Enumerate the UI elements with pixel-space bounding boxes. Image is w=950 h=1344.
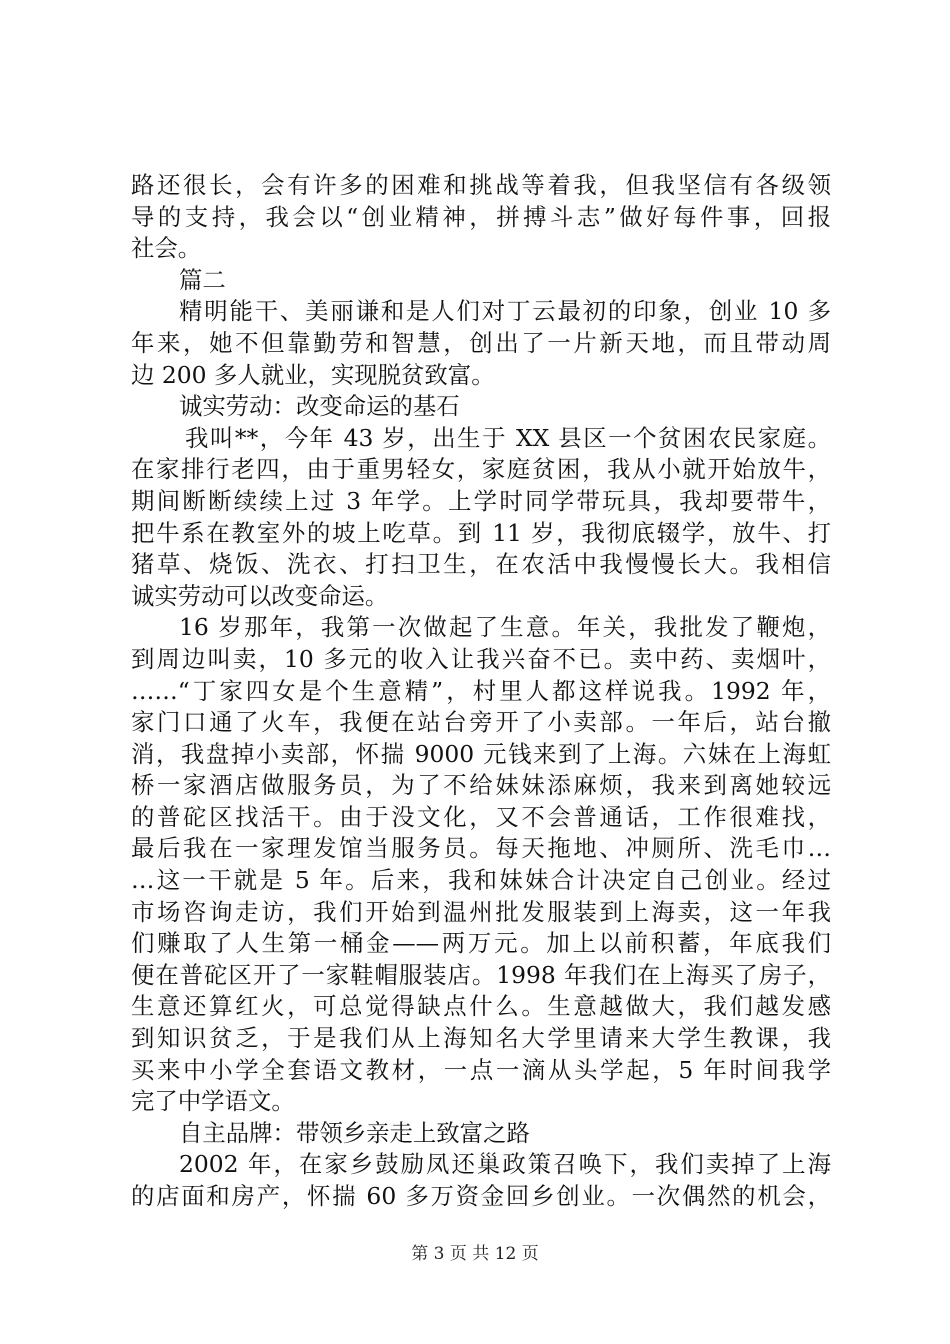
text-line: 家门口通了火车，我便在站台旁开了小卖部。一年后，站台撤 xyxy=(131,708,831,737)
text-line: 消，我盘掉小卖部，怀揣 9000 元钱来到了上海。六妹在上海虹 xyxy=(131,739,831,768)
text-line: 2002 年，在家乡鼓励凤还巢政策召唤下，我们卖掉了上海 xyxy=(179,1150,831,1179)
subsection-heading: 诚实劳动：改变命运的基石 xyxy=(179,392,460,421)
text-line: ……“丁家四女是个生意精”，村里人都这样说我。1992 年， xyxy=(131,676,831,705)
text-line: 社会。 xyxy=(131,234,202,263)
text-line: 买来中小学全套语文教材，一点一滴从头学起，5 年时间我学 xyxy=(131,1055,831,1084)
text-line: 期间断断续续上过 3 年学。上学时同学带玩具，我却要带牛， xyxy=(131,486,831,515)
text-line: 在家排行老四，由于重男轻女，家庭贫困，我从小就开始放牛， xyxy=(131,455,831,484)
document-body xyxy=(131,170,831,1213)
text-line: 完了中学语文。 xyxy=(131,1087,295,1116)
text-line: 16 岁那年，我第一次做起了生意。年关，我批发了鞭炮， xyxy=(179,613,831,642)
text-line: 诚实劳动可以改变命运。 xyxy=(131,581,389,610)
subsection-heading: 自主品牌：带领乡亲走上致富之路 xyxy=(179,1118,530,1147)
text-line: 们赚取了人生第一桶金——两万元。加上以前积蓄，年底我们 xyxy=(131,929,831,958)
page-number-footer: 第 3 页 共 12 页 xyxy=(411,1244,539,1264)
text-line: 我叫**，今年 43 岁，出生于 XX 县区一个贫困农民家庭。 xyxy=(185,423,831,452)
text-line: 把牛系在教室外的坡上吃草。到 11 岁，我彻底辍学，放牛、打 xyxy=(131,518,831,547)
text-line: 到周边叫卖，10 多元的收入让我兴奋不已。卖中药、卖烟叶， xyxy=(131,644,831,673)
text-line: 导的支持，我会以“创业精神，拼搏斗志”做好每件事，回报 xyxy=(131,202,831,231)
text-line: 便在普砣区开了一家鞋帽服装店。1998 年我们在上海买了房子， xyxy=(131,960,831,989)
text-line: 精明能干、美丽谦和是人们对丁云最初的印象，创业 10 多 xyxy=(179,297,831,326)
text-line: 猪草、烧饭、洗衣、打扫卫生，在农活中我慢慢长大。我相信 xyxy=(131,550,831,579)
text-line: …这一干就是 5 年。后来，我和妹妹合计决定自己创业。经过 xyxy=(131,866,831,895)
text-line: 市场咨询走访，我们开始到温州批发服装到上海卖，这一年我 xyxy=(131,897,831,926)
text-line: 年来，她不但靠勤劳和智慧，创出了一片新天地，而且带动周 xyxy=(131,328,831,357)
text-line: 路还很长，会有许多的困难和挑战等着我，但我坚信有各级领 xyxy=(131,171,831,199)
text-line: 生意还算红火，可总觉得缺点什么。生意越做大，我们越发感 xyxy=(131,992,831,1021)
section-heading: 篇二 xyxy=(179,265,226,294)
text-line: 到知识贫乏，于是我们从上海知名大学里请来大学生教课，我 xyxy=(131,1024,831,1053)
text-line: 的店面和房产，怀揣 60 多万资金回乡创业。一次偶然的机会， xyxy=(131,1182,831,1210)
text-line: 的普砣区找活干。由于没文化，又不会普通话，工作很难找， xyxy=(131,802,831,831)
text-line: 最后我在一家理发馆当服务员。每天拖地、冲厕所、洗毛巾… xyxy=(131,834,831,863)
text-line: 边 200 多人就业，实现脱贫致富。 xyxy=(131,360,495,389)
text-line: 桥一家酒店做服务员，为了不给妹妹添麻烦，我来到离她较远 xyxy=(131,771,831,800)
